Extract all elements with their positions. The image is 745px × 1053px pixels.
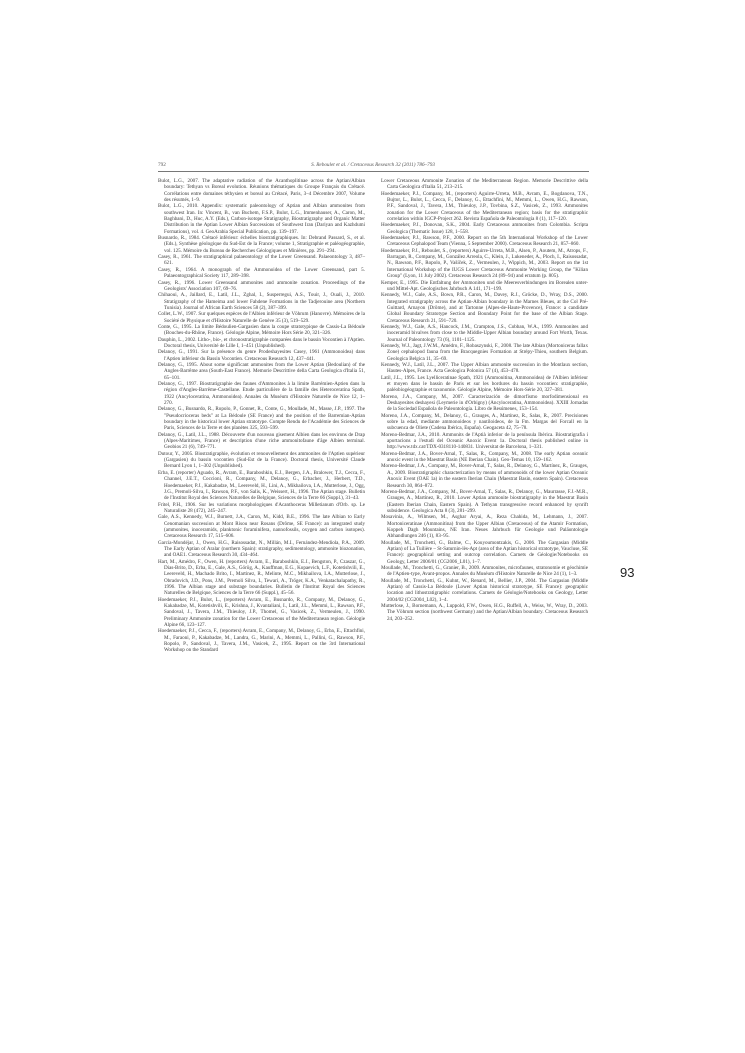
reference-entry: Casey, R., 1996. Lower Greensand ammonites and ammonite zonation. Proceedings of the Geologists' Association 107, 69–76. <box>158 279 365 292</box>
reference-entry: Delanoy, G., Latil, J.L., 1988. Découverte d'un nouveau gisement Albien dans les environs de Drap (Alpes-Maritimes, France) et description d'une riche ammonitofaune d'âge Albien terminal. Geobios 21 (6), 749–771. <box>158 431 365 451</box>
reference-entry: Kennedy, W.J., Gale, A.S., Bown, P.R., Caron, M., Davey, R.J., Gröcke, D., Wray, D.S., 2000. Integrated stratigraphy across the Aptian-Albian boundary in the Marnes Bleues, at the Col Pré-Guittard, Arnayon (Drôme), and at Tartonne (Alpes-de-Haute-Provence), France: a candidate Global Boundary Stratotype Section and Boundary Point for the base of the Albian Stage. Cretaceous Research 21, 591–720. <box>381 292 588 324</box>
reference-entry: Casey, R., 1961. The stratigraphical palaeontology of the Lower Greensand. Palaeontology 3, 487–621. <box>158 254 365 267</box>
reference-entry: Dauphin, L., 2002. Litho-, bio-, et chronostratigraphie comparées dans le bassin Vocontien à l'Aptien. Doctoral thesis, Université de Lille I, 1–451 (Unpublished). <box>158 336 365 349</box>
reference-entry: Hart, M., Amédro, F., Owen, H. (reporters) Avram, E., Baraboshkin, E.J., Bengston, P., Czaszar, G., Dias-Brito, D., Erba, E., Gale, A.S., Görög, A., Kauffman, E.G., Kopaevich, L.F., Kotetishvili, E., Leereveld, H., Machado Brito, I., Martinez, R., Melinte, M.C., Mikhailova, I.A., Mutterlose, J., Obradovich, J.D., Pons, J.M., Premoli Silva, I., Tewari, A., Tröger, K.A., Venkatachalapathy, R., 1996. The Albian stage and substage boundaries. Bulletin de l'Institut Royal des Sciences Naturelles de Belgique, Sciences de la Terre 66 (Suppl.), 45–56. <box>158 558 365 597</box>
reference-entry: Hoedemaeker, P.J., Reboulet, S., (reporters) Aguirre-Urreta, M.B., Alsen, P., Aoutem, M., Atrops, F., Barragan, R., Company, M., González Arreola, C., Klein, J., Lukeneder, A., Ploch, I., Raisossadat, N., Rawson, P.F., Ropolo, P., Vašíček, Z., Vermeulen, J., Wippich, M., 2003. Report on the 1st International Workshop of the IUGS Lower Cretaceous Ammonite Working Group, the "Kilian Group" (Lyon, 11 July 2002). Cretaceous Research 24 (89–94) and erratum (p. 805). <box>381 247 588 280</box>
reference-entry: Delanoy, G., Busnardo, R., Ropolo, P., Gonnet, R., Conte, G., Moullade, M., Masse, J.P., 1997. The "Pseudocrioceras beds" at La Bédoule (SE France) and the position of the Barremian-Aptian boundary in the historical lower Aptian stratotype. Compte Rendu de l'Académie des Sciences de Paris, Sciences de la Terre et des planètes 325, 593–599. <box>158 406 365 432</box>
reference-entry: Conte, G., 1995. La limite Bédoulien-Gargasien dans la coupe stratotypique de Cassis-La Bédoule (Bouches-du-Rhône, France). Géologie Alpine, Mémoire Hors Série 20, 321–326. <box>158 323 365 337</box>
page-number: 792 <box>158 162 166 168</box>
reference-entry: Hoedemaeker, P.J., Cecca, F., (reporters) Avram, E., Company, M., Delanoy, G., Erba, E., Ettachfini, M., Faraoni, P., Kakabadze, M., Landra, G., Marini, A., Memmi, L., Pallini, G., Rawson, P.F., Ropolo, P., Sandoval, J., Tavera, J.M., Vasicek, Z., 1995. Report on the 3rd International Workshop on the Standard <box>158 628 365 654</box>
reference-entry: Delanoy, G., 1991. Sur la présence du genre Prodeshayesites Casey, 1961 (Ammonoidea) dans l'Aptien inférieur du Bassin Vocontien. Cretaceous Research 12, 437–441. <box>158 349 365 362</box>
reference-entry: Moullade, M., Tronchetti, G., Kuhnt, W., Renard, M., Bellier, J.P., 2004. The Gargasian (Middle Aptian) of Cassis-La Bédoule (Lower Aptian historical stratotype, SE France): geographic location and lithostratigraphic correlations. Carnets de Géologie/Notebooks on Geology, Letter 2004/02 (CG2004_L02), 1–4. <box>381 577 588 603</box>
reference-entry: Bulot, L.G., 2010. Appendix: systematic paleontology of Aptian and Albian ammonites from southwest Iran. In: Vincent, B., van Buchem, F.S.P., Bulot, L.G., Immenhauser, A., Caron, M., Baghbani, D., Huc, A.Y. (Eds.), Carbon-isotope Stratigraphy, Biostratigraphy and Organic Matter Distribution in the Aptian Lower Albian Successions of Southwest Iran (Dariyan and Kazhdumi Formations), vol. 4. GeoArabia Special Publication, pp. 139–197. <box>158 203 365 235</box>
journal-citation: S. Reboulet et al. / Cretaceous Research 32 (2011) 786–793 <box>311 162 435 168</box>
reference-entry: Casey, R., 1964. A monograph of the Ammonoidea of the Lower Greensand, part 5. Palaeontographical Society 117, 289–398. <box>158 266 365 280</box>
reference-entry: Kennedy, W.J., Jagt, J.W.M., Amédro, F., Robaszynski, F., 2008. The late Albian (Mortoniceras fallax Zone) cephalopod fauna from the Bracquegnies Formation at Strépy-Thieu, southern Belgium. Geologica Belgica 11, 35–69. <box>381 342 588 362</box>
reference-entry: Delanoy, G., 1997. Biostratigraphie des faunes d'Ammonites à la limite Barrémien-Aptien dans la région d'Angles-Barrême-Castellane. Etude particulière de la famille des Heteroceratina Spath, 1922 (Ancyloceratina, Ammonoidea). Annales du Muséum d'Histoire Naturelle de Nice 12, 1–270. <box>158 381 365 407</box>
reference-entry: Moreno, J.A., Company, M., Delanoy, G., Grauges, A., Martínez, R., Salas, R., 2007. Precisiones sobre la edad, mediante ammonoideos y nautiloideos, de la Fm. Margas del Forcall en la subcuenca de Oliete (Cadena Ibérica, España). Geogaceta 42, 75–78. <box>381 412 588 432</box>
reference-entry: Collet, L.W., 1907. Sur quelques espèces de l'Albien inférieur de Vöhrum (Hanovre). Mémoires de la Société de Physique et d'Histoire Naturelle de Genève 35 (3), 519–529. <box>158 311 365 324</box>
reference-entry: Dutour, Y., 2005. Biostratigraphie, évolution et renouvellement des ammonites de l'Aptien supérieur (Gargasien) du bassin vocontien (Sud-Est de la France). Doctoral thesis, Université Claude Bernard Lyon 1, 1–302 (Unpublished). <box>158 450 365 470</box>
scan-page-number: 93 <box>620 565 635 580</box>
reference-entry: Erba, E. (reporter) Aguado, R., Avram, E., Baraboshkin, E.J., Bergen, J.A., Bralower, T.J., Cecca, F., Channel, J.E.T., Coccioni, R., Company, M., Delanoy, G., Erbacher, J., Herbert, T.D., Hoedemaeker, P.J., Kakabadze, M., Leereveld, H., Lini, A., Mikhailova, I.A., Mutterlose, J., Ogg, J.G., Premoli-Silva, I., Rawson, P.F., von Salis, K., Weissert, H., 1996. The Aptian stage. Bulletin de l'Institut Royal des Sciences Naturelles de Belgique, Sciences de la Terre 66 (Suppl.), 31–43. <box>158 469 365 502</box>
reference-column-right <box>381 178 588 622</box>
reference-entry: Moreno-Bedmar, J.A., Company, M., Bover-Arnal, T., Salas, R., Delanoy, G., Maurrasse, F.J.-M.R., Grauges, A., Martínez, R., 2010. Lower Aptian ammonite biostratigraphy in the Maestrat Basin (Eastern Iberian Chain, Eastern Spain). A Tethyan transgressive record enhanced by synrift subsidence. Geologica Acta 8 (3), 281–299. <box>381 488 588 514</box>
reference-entry: Mutterlose, J., Bornemann, A., Luppold, F.W., Owen, H.G., Ruffell, A., Weiss, W., Wray, D., 2003. The Vöhrum section (northwest Germany) and the Aptian/Albian boundary. Cretaceous Research 24, 203–252. <box>381 603 588 622</box>
reference-entry: Moullade, M., Tronchetti, G., Granier, B., 2009. Ammonites, microfaunes, stratonomie et géochimie de l'Aptien-type, Avant-propos. Annales du Muséum d'Histoire Naturelle de Nice 24 (1), 1–3. <box>381 564 588 578</box>
reference-entry: Fritel, P.H., 1906. Sur les variations morphologiques d'Acanthoceras Milletianum d'Orb. sp. Le Naturaliste 28 (472), 245–247. <box>158 501 365 514</box>
reference-entry: Moreno-Bedmar, J.A., Company, M., Bover-Arnal, T., Salas, R., Delanoy, G., Martínez, R., Grauges, A., 2009. Biostratigraphic characterization by means of ammonoids of the lower Aptian Oceanic Anoxic Event (OAE 1a) in the eastern Iberian Chain (Maestrat Basin, eastern Spain). Cretaceous Research 30, 864–872. <box>381 463 588 489</box>
reference-entry: Moreno, J.A., Company, M., 2007. Caracterización de dimorfismo morfodimensional en Deshayesites deshayesi (Leymerie in d'Orbigny) (Ancyloceratina, Ammonoidea). XXIII Jornadas de la Sociedad Española de Paleontología. Libro de Resúmenes, 153–154. <box>381 393 588 413</box>
reference-entry: Gale, A.S., Kennedy, W.J., Burnett, J.A., Caron, M., Kidd, B.E., 1996. The late Albian to Early Cenomanian succession at Mont Risou near Rosans (Drôme, SE France): an integrated study (ammonites, inoceramids, planktonic foraminifera, nannofossils, oxygen and carbon isotopes). Cretaceous Research 17, 515–606. <box>158 514 365 540</box>
reference-entry: Moreno-Bedmar, J.A., 2010. Ammonits de l'Aptià inferior de la península Ibèrica. Biostratigrafia i aportacions a l'estudi del Oceanic Anoxic Event 1a. Doctoral thesis published online in http://www.tdx.cat/TDX-0318110-140831. Universitat de Barcelona, 1–331. <box>381 431 588 451</box>
reference-entry: García-Mondéjar, J., Owen, H.G., Raisossadat, N., Millán, M.I., Fernández-Mendiola, P.A., 2009. The Early Aptian of Aralar (northern Spain): stratigraphy, sedimentology, ammonite biozonation, and OAE1. Cretaceous Research 30, 434–464. <box>158 539 365 559</box>
reference-entry: Mosavinia, A., Wilmsen, M., Asghar Aryai, A., Reza Chahida, M., Lehmann, J., 2007. Mortoniceratinae (Ammonitina) from the Upper Albian (Cretaceous) of the Atamir Formation, Koppeh Dagh Mountains, NE Iran. Neues Jahrbuch für Geologie und Paläontologie Abhandlungen 246 (1), 83–95. <box>381 514 588 540</box>
reference-column-left <box>158 178 365 654</box>
reference-entry: Bulot, L.G., 2007. The adaptative radiation of the Acanthoplitinae across the Aptian/Albian boundary: Tethyan vs Boreal evolution. Réunions thématiques du Groupe Français du Crétacé. Corrélations entre domaines téthysien et boreal au Crétacé, Paris, 3–4 Décembre 2007, Volume des résumés, 1–9. <box>158 178 365 204</box>
reference-entry: Lower Cretaceous Ammonite Zonation of the Mediterranean Region. Memorie Descrittive della Carta Geologica d'Italia 51, 213–215. <box>381 178 588 191</box>
reference-entry: Hoedemaeker, P.J., Bulot, L., (reporters) Avram, E., Busnardo, R., Company, M., Delanoy, G., Kakabadze, M., Kotetishvili, E., Krishna, J., Kvantaliani, I., Latil, J.L., Memmi, L., Rawson, P.F., Sandoval, J., Tavera, J.M., Thieuloy, J.P., Thomel, G., Vasicek, Z., Vermeulen, J., 1990. Preliminary Ammonite zonation for the Lower Cretaceous of the Mediterranean region. Géologie Alpine 66, 123–127. <box>158 596 365 629</box>
reference-entry: Kennedy, W.J., Gale, A.S., Hancock, J.M., Crampton, J.S., Cobban, W.A., 1999. Ammonites and inoceramid bivalves from close to the Middle-Upper Albian boundary around Fort Worth, Texas. Journal of Paleontology 73 (6), 1101–1125. <box>381 323 588 343</box>
reference-entry: Hoedemaeker, P.J., Company, M., (reporters) Aguirre-Urreta, M.B., Avram, E., Bogdanova, T.N., Bujtor, L., Bulot, L., Cecca, F., Delanoy, G., Ettachfini, M., Memmi, L., Owen, H.G., Rawson, P.F., Sandoval, J., Tavera, J.M., Thieuloy, J.P., Tovbina, S.Z., Vasicek, Z., 1993. Ammonites zonation for the Lower Cretaceous of the Mediterranean region; basis for the stratigraphic correlation within IGCP-Project 262. Revista Española de Paleontología 8 (1), 117–120. <box>381 190 588 223</box>
reference-entry: Moreno-Bedmar, J.A., Bover-Arnal, T., Salas, R., Company, M., 2008. The early Aptian oceanic anoxic event in the Maestrat Basin (NE Iberian Chain). Geo-Temas 10, 159–162. <box>381 450 588 464</box>
header-rule <box>158 171 589 172</box>
reference-entry: Chihaoui, A., Jaillard, E., Latil, J.L., Zghal, I., Susperregui, A.S., Touir, J., Ouali, J., 2010. Stratigraphy of the Hameima and lower Fahdene Formations in the Tadjerouine area (Northern Tunisia). Journal of African Earth Sciences 58 (2), 387–399. <box>158 292 365 311</box>
reference-entry: Kemper, E., 1995. Die Entfaltung der Ammoniten und die Meeresverbindungen im Borealen unter-und Mittel-Apt. Geologisches Jahrbuch A 141, 171–199. <box>381 279 588 292</box>
reference-entry: Hoedemaeker, P.J., Rawson, P.F., 2000. Report on the 5th International Workshop of the Lower Cretaceous Cephalopod Team (Vienna, 5 September 2000). Cretaceous Research 21, 857–860. <box>381 235 588 248</box>
reference-entry: Busnardo, R., 1984. Crétacé inférieur: échelles biostratigraphiques. In: Debrand Passard, S., et al. (Eds.), Synthèse géologique du Sud-Est de la France; volume 1, Stratigraphie et paléogéographie, vol. 125. Mémoire du Bureau de Recherches Géologiques et Minières, pp. 291–294. <box>158 235 365 254</box>
reference-entry: Latil, J.L., 1995. Les Lyelliceratinae Spath, 1921 (Ammonitina, Ammonoidea) de l'Albien inférieur et moyen dans le bassin de Paris et sur les bordures du bassin vocontien: stratigraphie, paléobiogéographie et taxonomie. Géologie Alpine, Mémoire Hors-Série 20, 327–381. <box>381 374 588 394</box>
reference-entry: Delanoy, G., 1995. About some significant ammonites from the Lower Aptian (Bedoulian) of the Angles-Barrême area (South-East France). Memorie Descrittive della Carta Geologica d'Italia 51, 65–101. <box>158 361 365 381</box>
reference-entry: Kennedy, W.J., Latil, J.L., 2007. The Upper Albian ammonite succession in the Montlaux section, Hautes-Alpes, France. Acta Geologica Polonica 57 (4), 453–478. <box>381 361 588 375</box>
reference-entry: Hoedemaeker, P.J., Donovan, S.K., 2004. Early Cretaceous ammonites from Colombia. Scripta Geologica (Thematic Issue) 128, 1–558. <box>381 222 588 235</box>
reference-entry: Moullade, M., Tronchetti, G., Balme, C., Kouyoumontzakis, G., 2006. The Gargasian (Middle Aptian) of La Tuilière – St-Saturnin-lès-Apt (area of the Aptian historical stratotype, Vaucluse, SE France): geographical setting and outcrop correlation. Carnets de Géologie/Notebooks on Geology, Letter 2006/01 (CG2006_L01), 1–7. <box>381 539 588 565</box>
